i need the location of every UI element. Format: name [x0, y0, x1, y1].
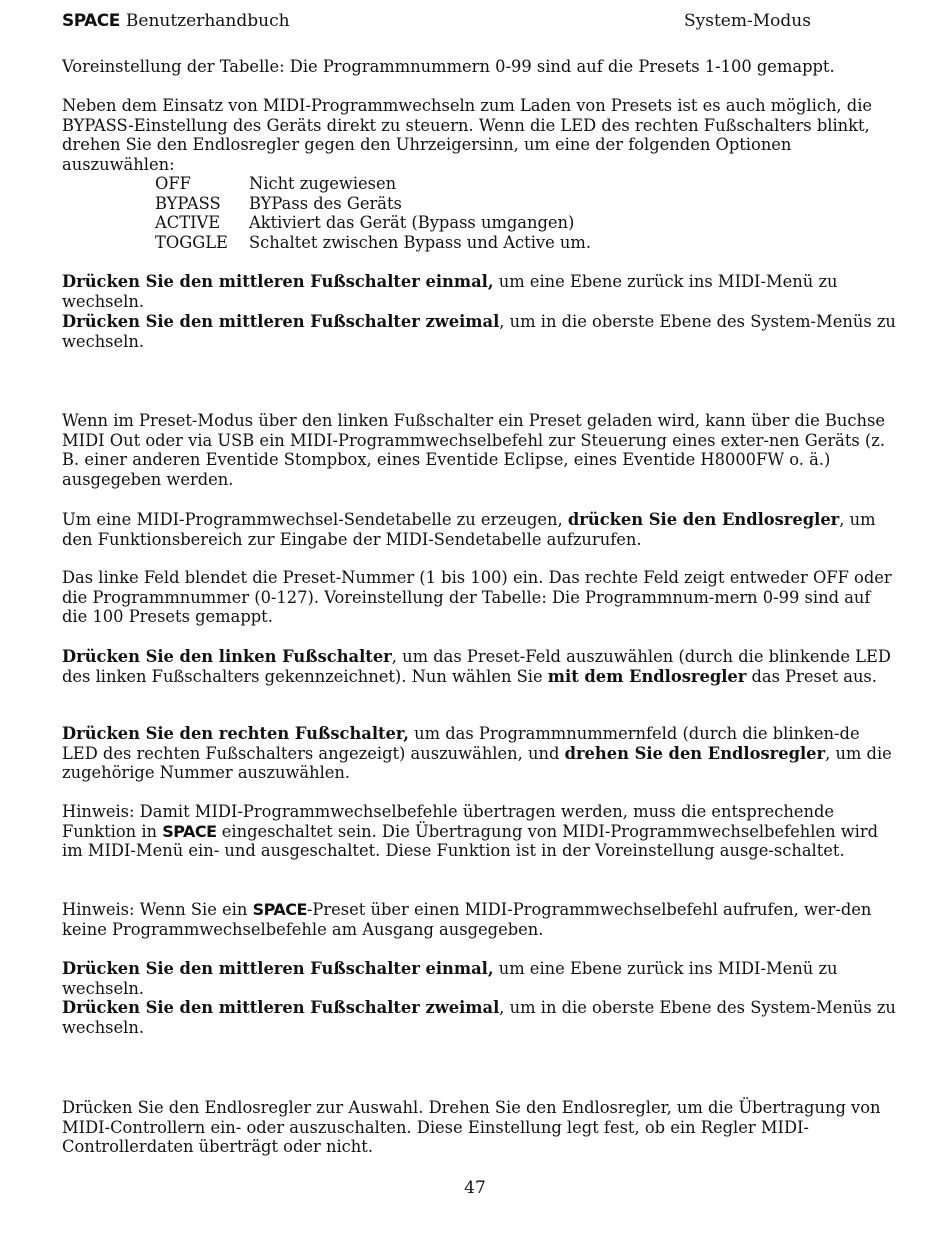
left-switch-bold: Drücken Sie den linken Fußschalter [62, 647, 392, 666]
option-row [155, 213, 591, 233]
option-key: OFF [155, 174, 191, 193]
nav-once-rest-2: um eine Ebene zurück ins MIDI-Menü zu wechseln. [62, 959, 838, 998]
right-switch-text: um das Programmnummernfeld (durch die blinken-de LED des rechten Fußschalters angezeigt) auszuwählen, und [62, 724, 860, 763]
note-one-paragraph [62, 802, 898, 861]
option-desc: Schaltet zwischen Bypass und Active um. [249, 232, 592, 252]
table-text-a: Um eine MIDI-Programmwechsel-Sendetabelle zu erzeugen, [62, 510, 568, 529]
space-logo-inline: SPACE [162, 821, 217, 841]
left-switch-paragraph [62, 647, 898, 686]
right-switch-text-2: , um die zugehörige Nummer auszuwählen. [62, 743, 892, 783]
option-key: BYPASS [155, 193, 221, 213]
nav-once-paragraph-2 [62, 959, 898, 998]
page-number: 47 [464, 1178, 486, 1198]
option-key: ACTIVE [155, 213, 221, 233]
nav-once-bold-2: Drücken Sie den mittleren Fußschalter einmal, [62, 959, 494, 978]
fields-paragraph: Das linke Feld blendet die Preset-Nummer (1 bis 100) ein. Das rechte Feld zeigt entweder OFF oder die Programmnummer (0-127). Voreinstellung der Tabelle: Die Programmnum-mern 0-99 sind auf die 100 Presets gemappt. [62, 568, 892, 627]
option-row [155, 194, 591, 214]
header-section: System-Modus [684, 11, 811, 31]
note-one-text-a: Hinweis: Damit MIDI-Programmwechselbefehle übertragen werden, muss die entsprechende Funktion in [62, 802, 835, 841]
option-key: TOGGLE [155, 232, 228, 252]
option-row [155, 233, 591, 253]
note-one-text-b: eingeschaltet sein. Die Übertragung von MIDI-Programmwechselbefehlen wird im MIDI-Menü ein- und ausgeschaltet. Diese Funktion ist in der Voreinstellung ausge-schaltet. [62, 821, 879, 861]
right-switch-paragraph [62, 724, 898, 783]
note-two-text-a: Hinweis: Wenn Sie ein [62, 900, 253, 919]
left-switch-text: , um das Preset-Feld auszuwählen (durch die blinkende LED des linken Fußschalters gekennzeichnet). Nun wählen Sie [62, 647, 891, 686]
right-switch-bold-2: drehen Sie den Endlosregler [564, 743, 826, 763]
nav-twice-bold-2: Drücken Sie den mittleren Fußschalter zweimal [62, 998, 500, 1017]
nav-twice-bold: Drücken Sie den mittleren Fußschalter zweimal [62, 312, 500, 331]
space-logo-inline: SPACE [252, 900, 307, 919]
option-desc: Aktiviert das Gerät (Bypass umgangen) [249, 213, 575, 233]
nav-once-paragraph [62, 272, 898, 311]
nav-twice-paragraph [62, 312, 898, 351]
table-text-bold: drücken Sie den Endlosregler [567, 510, 840, 529]
left-switch-text-2: das Preset aus. [746, 666, 877, 686]
option-desc: BYPass des Geräts [249, 193, 402, 213]
page-header [62, 11, 822, 33]
send-paragraph: Wenn im Preset-Modus über den linken Fußschalter ein Preset geladen wird, kann über die Buchse MIDI Out oder via USB ein MIDI-Programmwechselbefehl zur Steuerung eines exter-nen Geräts (z. B. einer anderen Eventide Stompbox, eines Eventide Eclipse, eines Eventide H8000FW o. ä.) ausgegeben werden. [62, 411, 886, 489]
nav-once-rest: um eine Ebene zurück ins MIDI-Menü zu wechseln. [62, 272, 838, 311]
controller-paragraph: Drücken Sie den Endlosregler zur Auswahl. Drehen Sie den Endlosregler, um die Übertragung von MIDI-Controllern ein- oder auszuschalten. Diese Einstellung legt fest, ob ein Regler MIDI-Controllerdaten überträgt oder nicht. [62, 1098, 881, 1157]
table-text-c: , um den Funktionsbereich zur Eingabe der MIDI-Sendetabelle aufzurufen. [62, 510, 876, 549]
bypass-paragraph: Neben dem Einsatz von MIDI-Programmwechseln zum Laden von Presets ist es auch möglich, die BYPASS-Einstellung des Geräts direkt zu steuern. Wenn die LED des rechten Fußschalters blinkt, drehen Sie den Endlosregler gegen den Uhrzeigersinn, um eine der folgenden Optionen auszuwählen: [62, 96, 873, 174]
nav-twice-paragraph-2 [62, 998, 898, 1037]
nav-once-bold: Drücken Sie den mittleren Fußschalter einmal, [62, 272, 494, 291]
options-list [155, 174, 591, 252]
header-left [62, 11, 290, 31]
header-title: Benutzerhandbuch [125, 11, 290, 31]
note-two-paragraph [62, 900, 898, 939]
option-desc: Nicht zugewiesen [249, 174, 397, 193]
right-switch-bold: Drücken Sie den rechten Fußschalter, [62, 724, 409, 743]
table-paragraph [62, 510, 898, 549]
intro-paragraph: Voreinstellung der Tabelle: Die Programmnummern 0-99 sind auf die Presets 1-100 gemappt. [62, 57, 835, 76]
nav-twice-rest-2: , um in die oberste Ebene des System-Menüs zu wechseln. [62, 998, 896, 1037]
nav-twice-rest: , um in die oberste Ebene des System-Menüs zu wechseln. [62, 312, 896, 351]
option-row [155, 174, 591, 194]
left-switch-bold-2: mit dem Endlosregler [547, 666, 747, 686]
note-two-text-b: -Preset über einen MIDI-Programmwechselbefehl aufrufen, wer-den keine Programmwechselbefehle am Ausgang ausgegeben. [62, 900, 872, 939]
space-logo: SPACE [62, 11, 120, 31]
